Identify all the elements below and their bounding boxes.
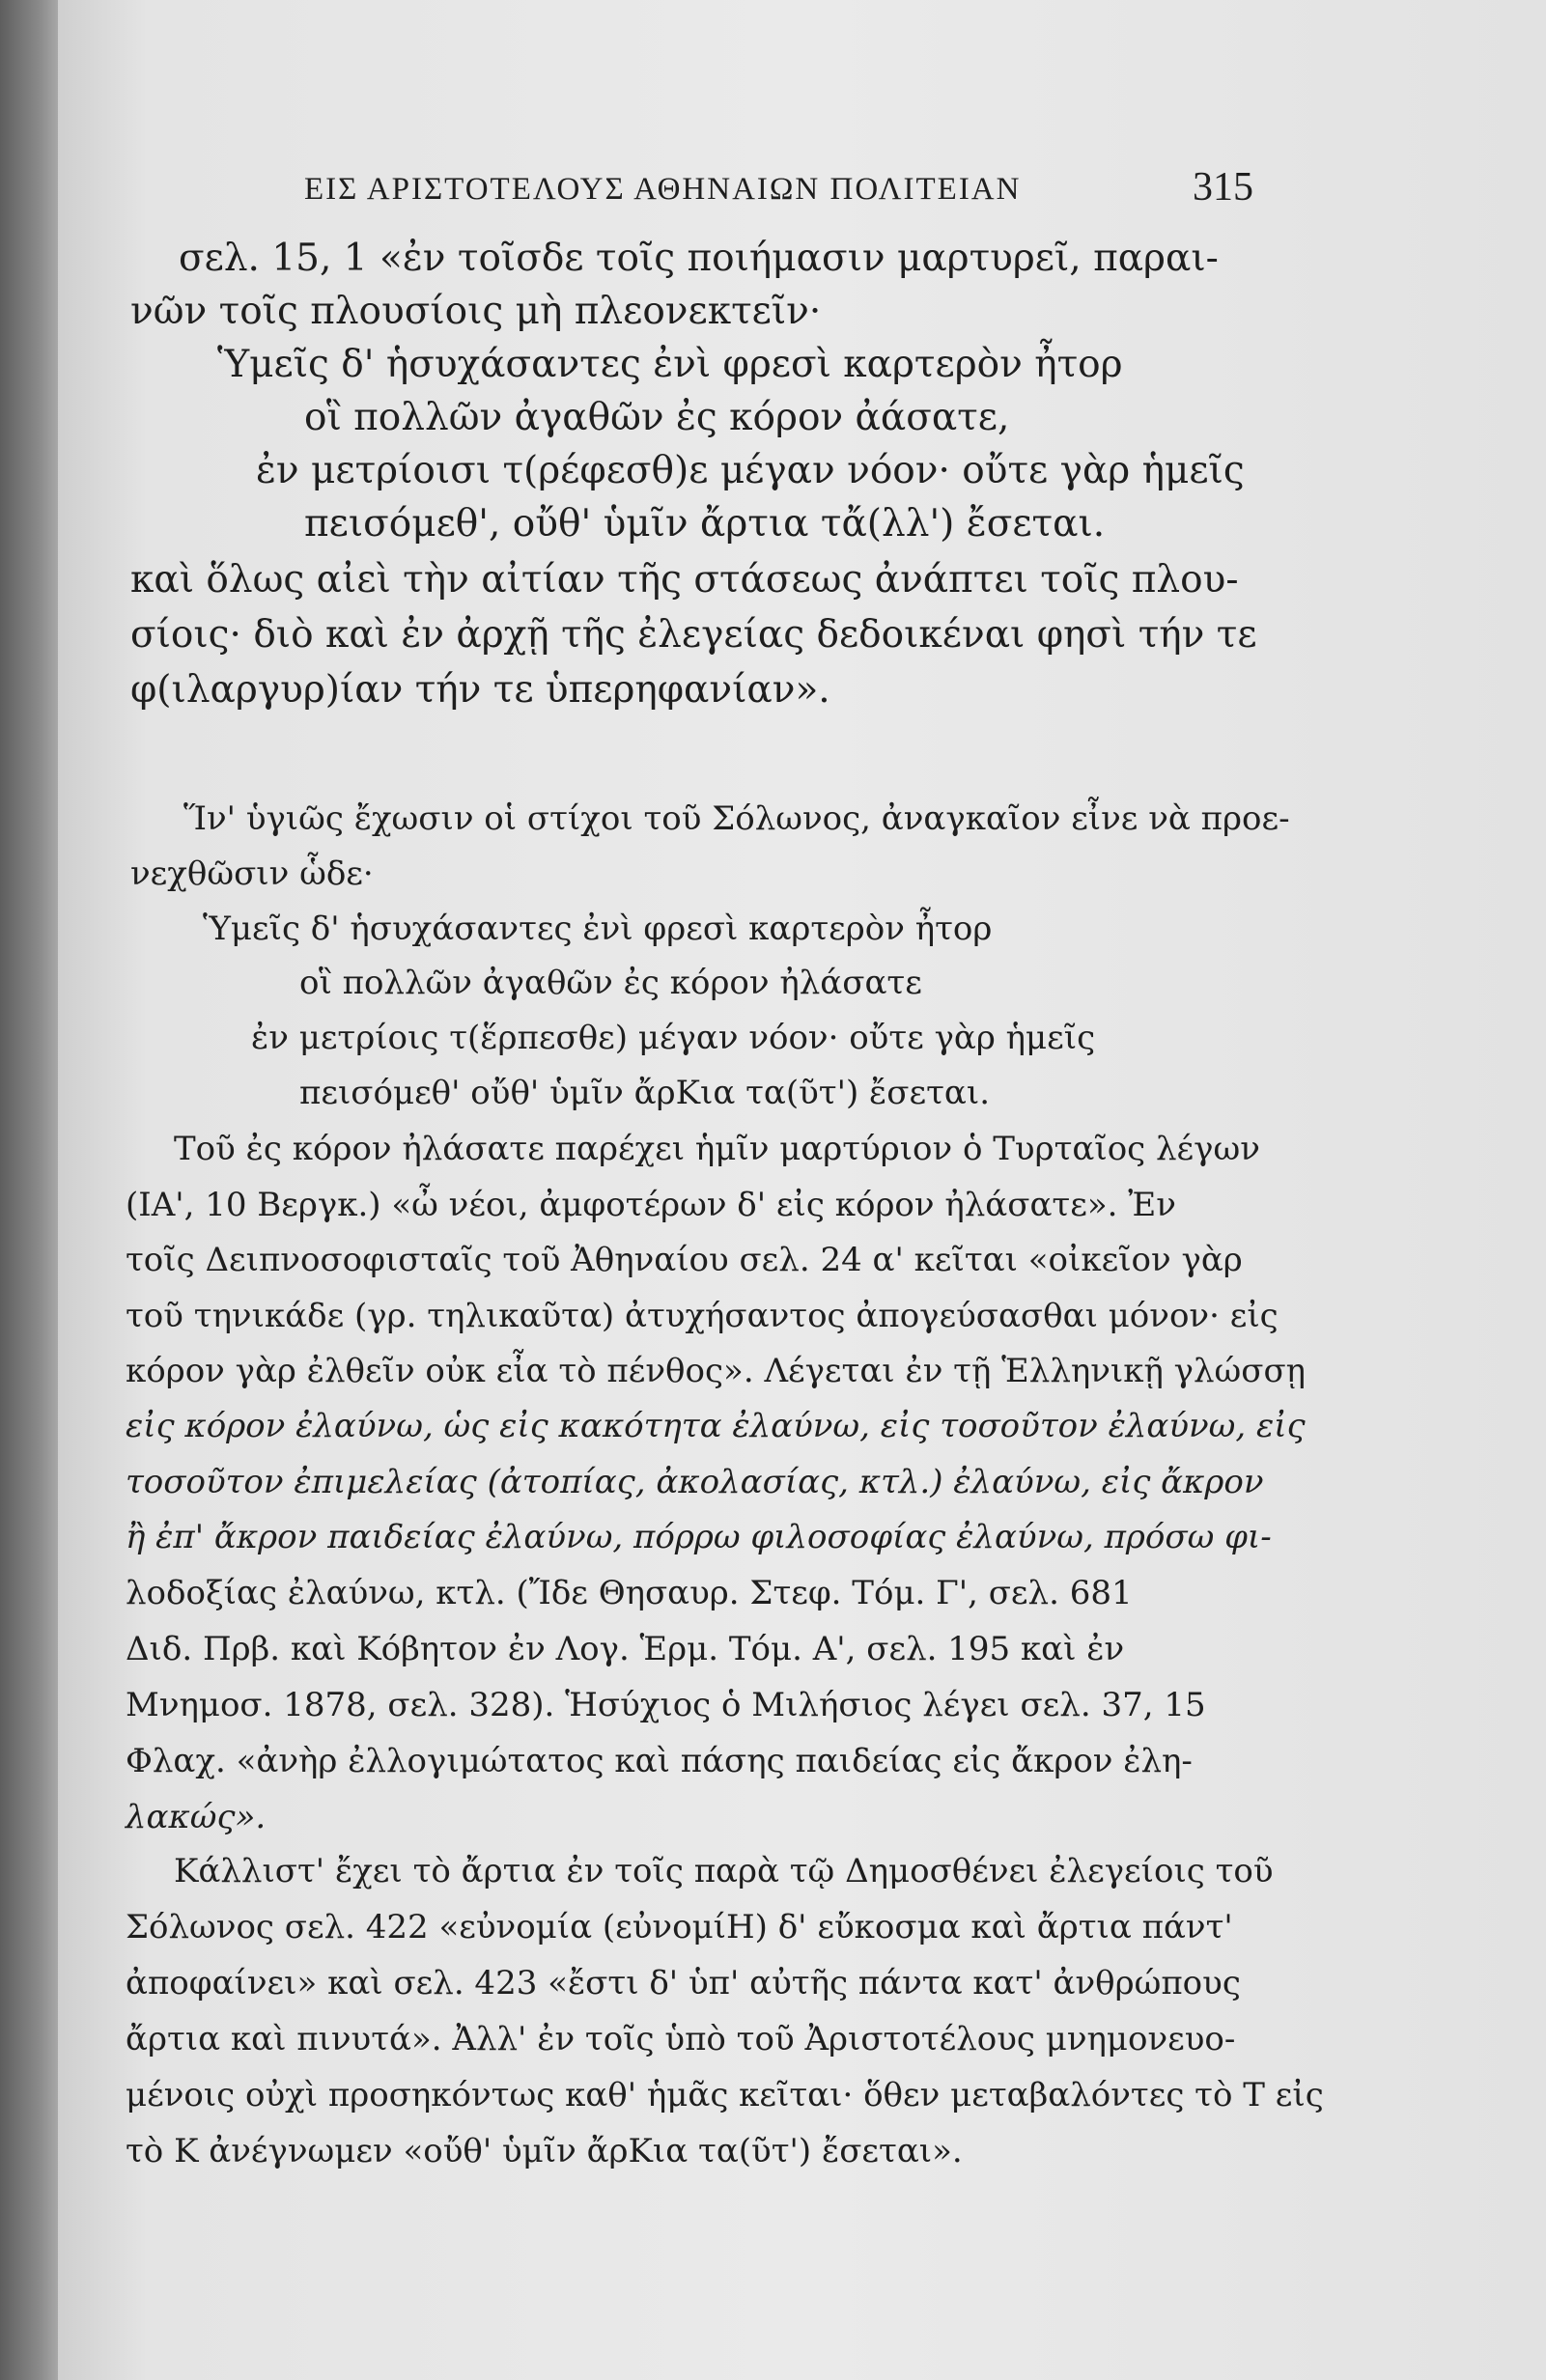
text-line: Διδ. Πρβ. καὶ Κόβητον ἐν Λογ. Ἑρμ. Τόμ. Α', σελ. 195 καὶ ἐν (126, 1630, 1125, 1668)
page-number: 315 (1193, 165, 1253, 210)
verse-line: ἐν μετρίοισι τ(ρέφεσθ)ε μέγαν νόον· οὔτε γὰρ ἡμεῖς (256, 449, 1245, 492)
verse-line: πεισόμεθ', οὔθ' ὑμῖν ἄρτια τἄ(λλ') ἔσεται. (304, 502, 1106, 546)
text-line: εἰς κόρον ἐλαύνω, ὡς εἰς κακότητα ἐλαύνω, εἰς τοσοῦτον ἐλαύνω, εἰς (126, 1407, 1306, 1445)
verse-line: οἳ πολλῶν ἀγαθῶν ἐς κόρον ἀάσατε, (304, 396, 1010, 439)
text-line: τοῖς Δειπνοσοφισταῖς τοῦ Ἀθηναίου σελ. 24 α' κεῖται «οἰκεῖον γὰρ (126, 1241, 1243, 1279)
verse-line: οἳ πολλῶν ἀγαθῶν ἐς κόρον ἠλάσατε (299, 964, 922, 1002)
text-line: νῶν τοῖς πλουσίοις μὴ πλεονεκτεῖν· (130, 290, 822, 333)
verse-line: Ὑμεῖς δ' ἡσυχάσαντες ἐνὶ φρεσὶ καρτερὸν ἦτορ (203, 910, 993, 948)
text-line: Φλαχ. «ἀνὴρ ἐλλογιμώτατος καὶ πάσης παιδείας εἰς ἄκρον ἐλη- (126, 1742, 1193, 1780)
text-line: (ΙΑ', 10 Βεργκ.) «ὦ νέοι, ἀμφοτέρων δ' εἰς κόρον ἠλάσατε». Ἐν (126, 1186, 1176, 1224)
text-line: σίοις· διὸ καὶ ἐν ἀρχῇ τῆς ἐλεγείας δεδοικέναι φησὶ τήν τε (130, 613, 1257, 657)
text-line: νεχθῶσιν ὧδε· (130, 854, 374, 893)
text-line: μένοις οὐχὶ προσηκόντως καθ' ἡμᾶς κεῖται· ὅθεν μεταβαλόντες τὸ Τ εἰς (126, 2076, 1324, 2114)
text-line: Σόλωνος σελ. 422 «εὐνομία (εὐνομίΗ) δ' εὔκοσμα καὶ ἄρτια πάντ' (126, 1908, 1233, 1946)
text-line: τοσοῦτον ἐπιμελείας (ἀτοπίας, ἀκολασίας, κτλ.) ἐλαύνω, εἰς ἄκρον (126, 1463, 1264, 1501)
text-line: καὶ ὅλως αἰεὶ τὴν αἰτίαν τῆς στάσεως ἀνάπτει τοῖς πλου- (130, 558, 1239, 602)
running-title: ΕΙΣ ΑΡΙΣΤΟΤΕΛΟΥΣ ΑΘΗΝΑΙΩΝ ΠΟΛΙΤΕΙΑΝ (304, 172, 1022, 207)
text-line: ἄρτια καὶ πινυτά». Ἀλλ' ἐν τοῖς ὑπὸ τοῦ Ἀριστοτέλους μνημονευο- (126, 2020, 1236, 2058)
verse-line: ἐν μετρίοις τ(ἕρπεσθε) μέγαν νόον· οὔτε γὰρ ἡμεῖς (251, 1019, 1096, 1057)
text-line: λακώς». (126, 1798, 267, 1836)
text-line: ἀποφαίνει» καὶ σελ. 423 «ἔστι δ' ὑπ' αὐτῆς πάντα κατ' ἀνθρώπους (126, 1964, 1241, 2002)
verse-line: πεισόμεθ' οὔθ' ὑμῖν ἄρΚια τα(ῦτ') ἔσεται. (299, 1074, 990, 1112)
book-page (58, 0, 1546, 2380)
text-line: Τοῦ ἐς κόρον ἠλάσατε παρέχει ἡμῖν μαρτύριον ὁ Τυρταῖος λέγων (174, 1130, 1260, 1168)
text-line: τοῦ τηνικάδε (γρ. τηλικαῦτα) ἀτυχήσαντος ἀπογεύσασθαι μόνον· εἰς (126, 1297, 1279, 1335)
text-line: Κάλλιστ' ἔχει τὸ ἄρτια ἐν τοῖς παρὰ τῷ Δημοσθένει ἐλεγείοις τοῦ (174, 1852, 1274, 1890)
book-gutter (0, 0, 58, 2380)
text-line: Μνημοσ. 1878, σελ. 328). Ἡσύχιος ὁ Μιλήσιος λέγει σελ. 37, 15 (126, 1686, 1206, 1724)
text-line: σελ. 15, 1 «ἐν τοῖσδε τοῖς ποιήμασιν μαρτυρεῖ, παραι- (179, 237, 1219, 280)
text-line: Ἵν' ὑγιῶς ἔχωσιν οἱ στίχοι τοῦ Σόλωνος, ἀναγκαῖον εἶνε νὰ προε- (183, 799, 1290, 838)
text-line: τὸ Κ ἀνέγνωμεν «οὔθ' ὑμῖν ἄρΚια τα(ῦτ') ἔσεται». (126, 2132, 963, 2170)
text-line: κόρον γὰρ ἐλθεῖν οὐκ εἶα τὸ πένθος». Λέγεται ἐν τῇ Ἑλληνικῇ γλώσσῃ (126, 1352, 1307, 1390)
text-line: φ(ιλαργυρ)ίαν τήν τε ὑπερηφανίαν». (130, 668, 830, 712)
verse-line: Ὑμεῖς δ' ἡσυχάσαντες ἐνὶ φρεσὶ καρτερὸν ἦτορ (217, 343, 1123, 386)
text-line: ἢ ἐπ' ἄκρον παιδείας ἐλαύνω, πόρρω φιλοσοφίας ἐλαύνω, πρόσω φι- (126, 1518, 1272, 1556)
text-line: λοδοξίας ἐλαύνω, κτλ. (Ἴδε Θησαυρ. Στεφ. Τόμ. Γ', σελ. 681 (126, 1574, 1133, 1612)
